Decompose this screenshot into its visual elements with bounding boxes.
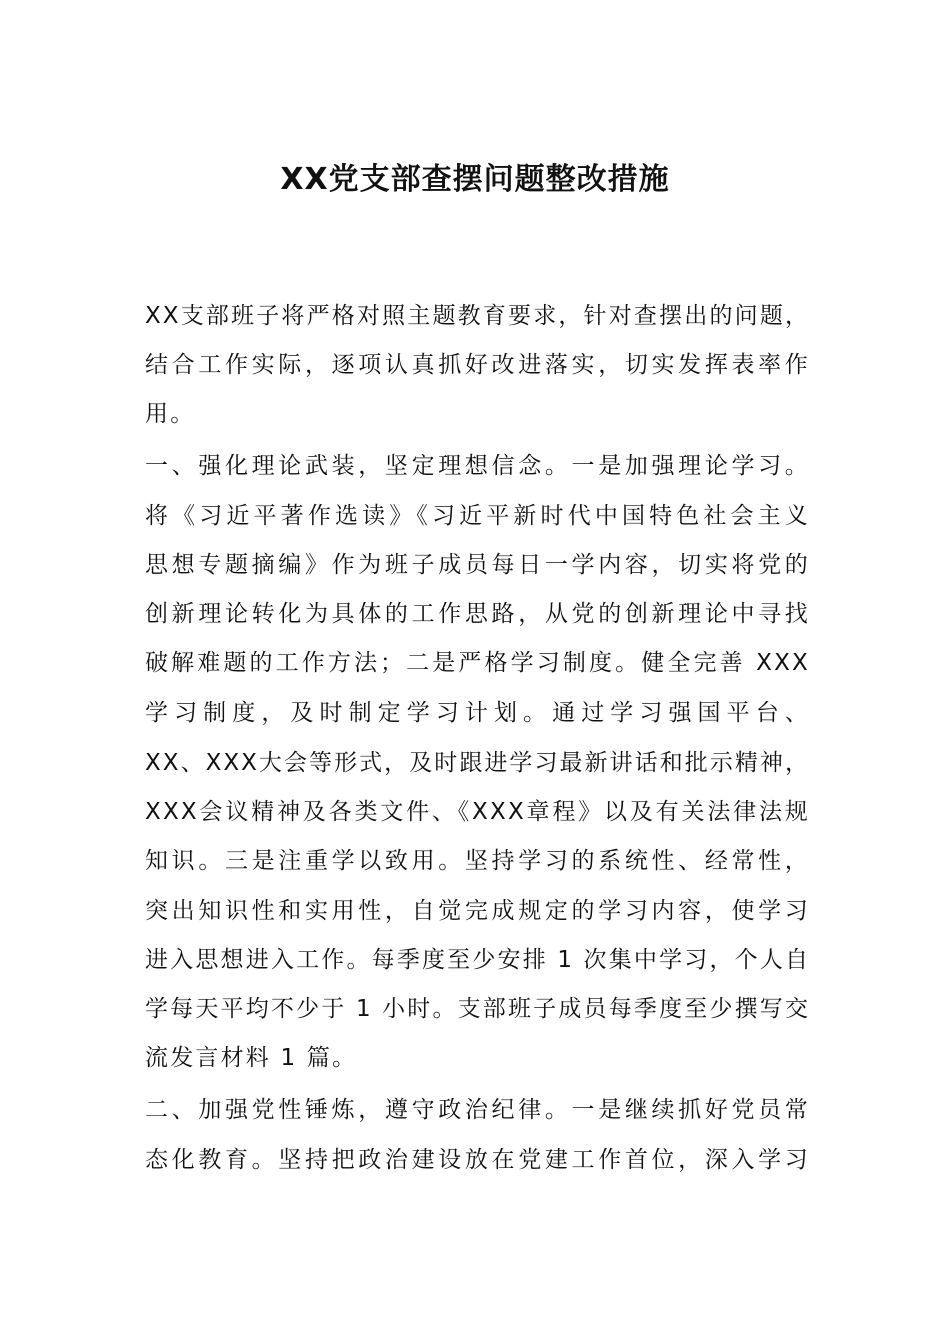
body-line: 创新理论转化为具体的工作思路，从党的创新理论中寻找 (145, 601, 810, 627)
body-line: 流发言材料 1 篇。 (145, 1045, 358, 1071)
body-line: 二、加强党性锤炼，遵守政治纪律。一是继续抓好党员常 (145, 1097, 810, 1123)
body-line: 用。 (145, 401, 196, 427)
body-line: 一、强化理论武装，坚定理想信念。一是加强理论学习。 (145, 453, 810, 479)
body-line: 进入思想进入工作。每季度至少安排 1 次集中学习，个人自 (145, 947, 810, 973)
document-title: XX党支部查摆问题整改措施 (280, 162, 670, 197)
body-line: 态化教育。坚持把政治建设放在党建工作首位，深入学习 (145, 1147, 810, 1173)
body-line: 破解难题的工作方法；二是严格学习制度。健全完善 XXX (145, 650, 810, 676)
body-line: 突出知识性和实用性，自觉完成规定的学习内容，使学习 (145, 898, 810, 924)
body-line: 将《习近平著作选读》《习近平新时代中国特色社会主义 (145, 503, 810, 529)
body-line: 学习制度，及时制定学习计划。通过学习强国平台、 (145, 700, 810, 726)
body-line: XX支部班子将严格对照主题教育要求，针对查摆出的问题， (145, 303, 810, 329)
body-line: 思想专题摘编》作为班子成员每日一学内容，切实将党的 (145, 552, 810, 578)
body-line: 学每天平均不少于 1 小时。支部班子成员每季度至少撰写交 (145, 996, 810, 1022)
body-line: 知识。三是注重学以致用。坚持学习的系统性、经常性， (145, 848, 810, 874)
body-line: XXX会议精神及各类文件、《XXX章程》以及有关法律法规 (145, 799, 810, 825)
body-line: 结合工作实际，逐项认真抓好改进落实，切实发挥表率作 (145, 352, 810, 378)
body-line: XX、XXX大会等形式，及时跟进学习最新讲话和批示精神， (145, 750, 810, 776)
